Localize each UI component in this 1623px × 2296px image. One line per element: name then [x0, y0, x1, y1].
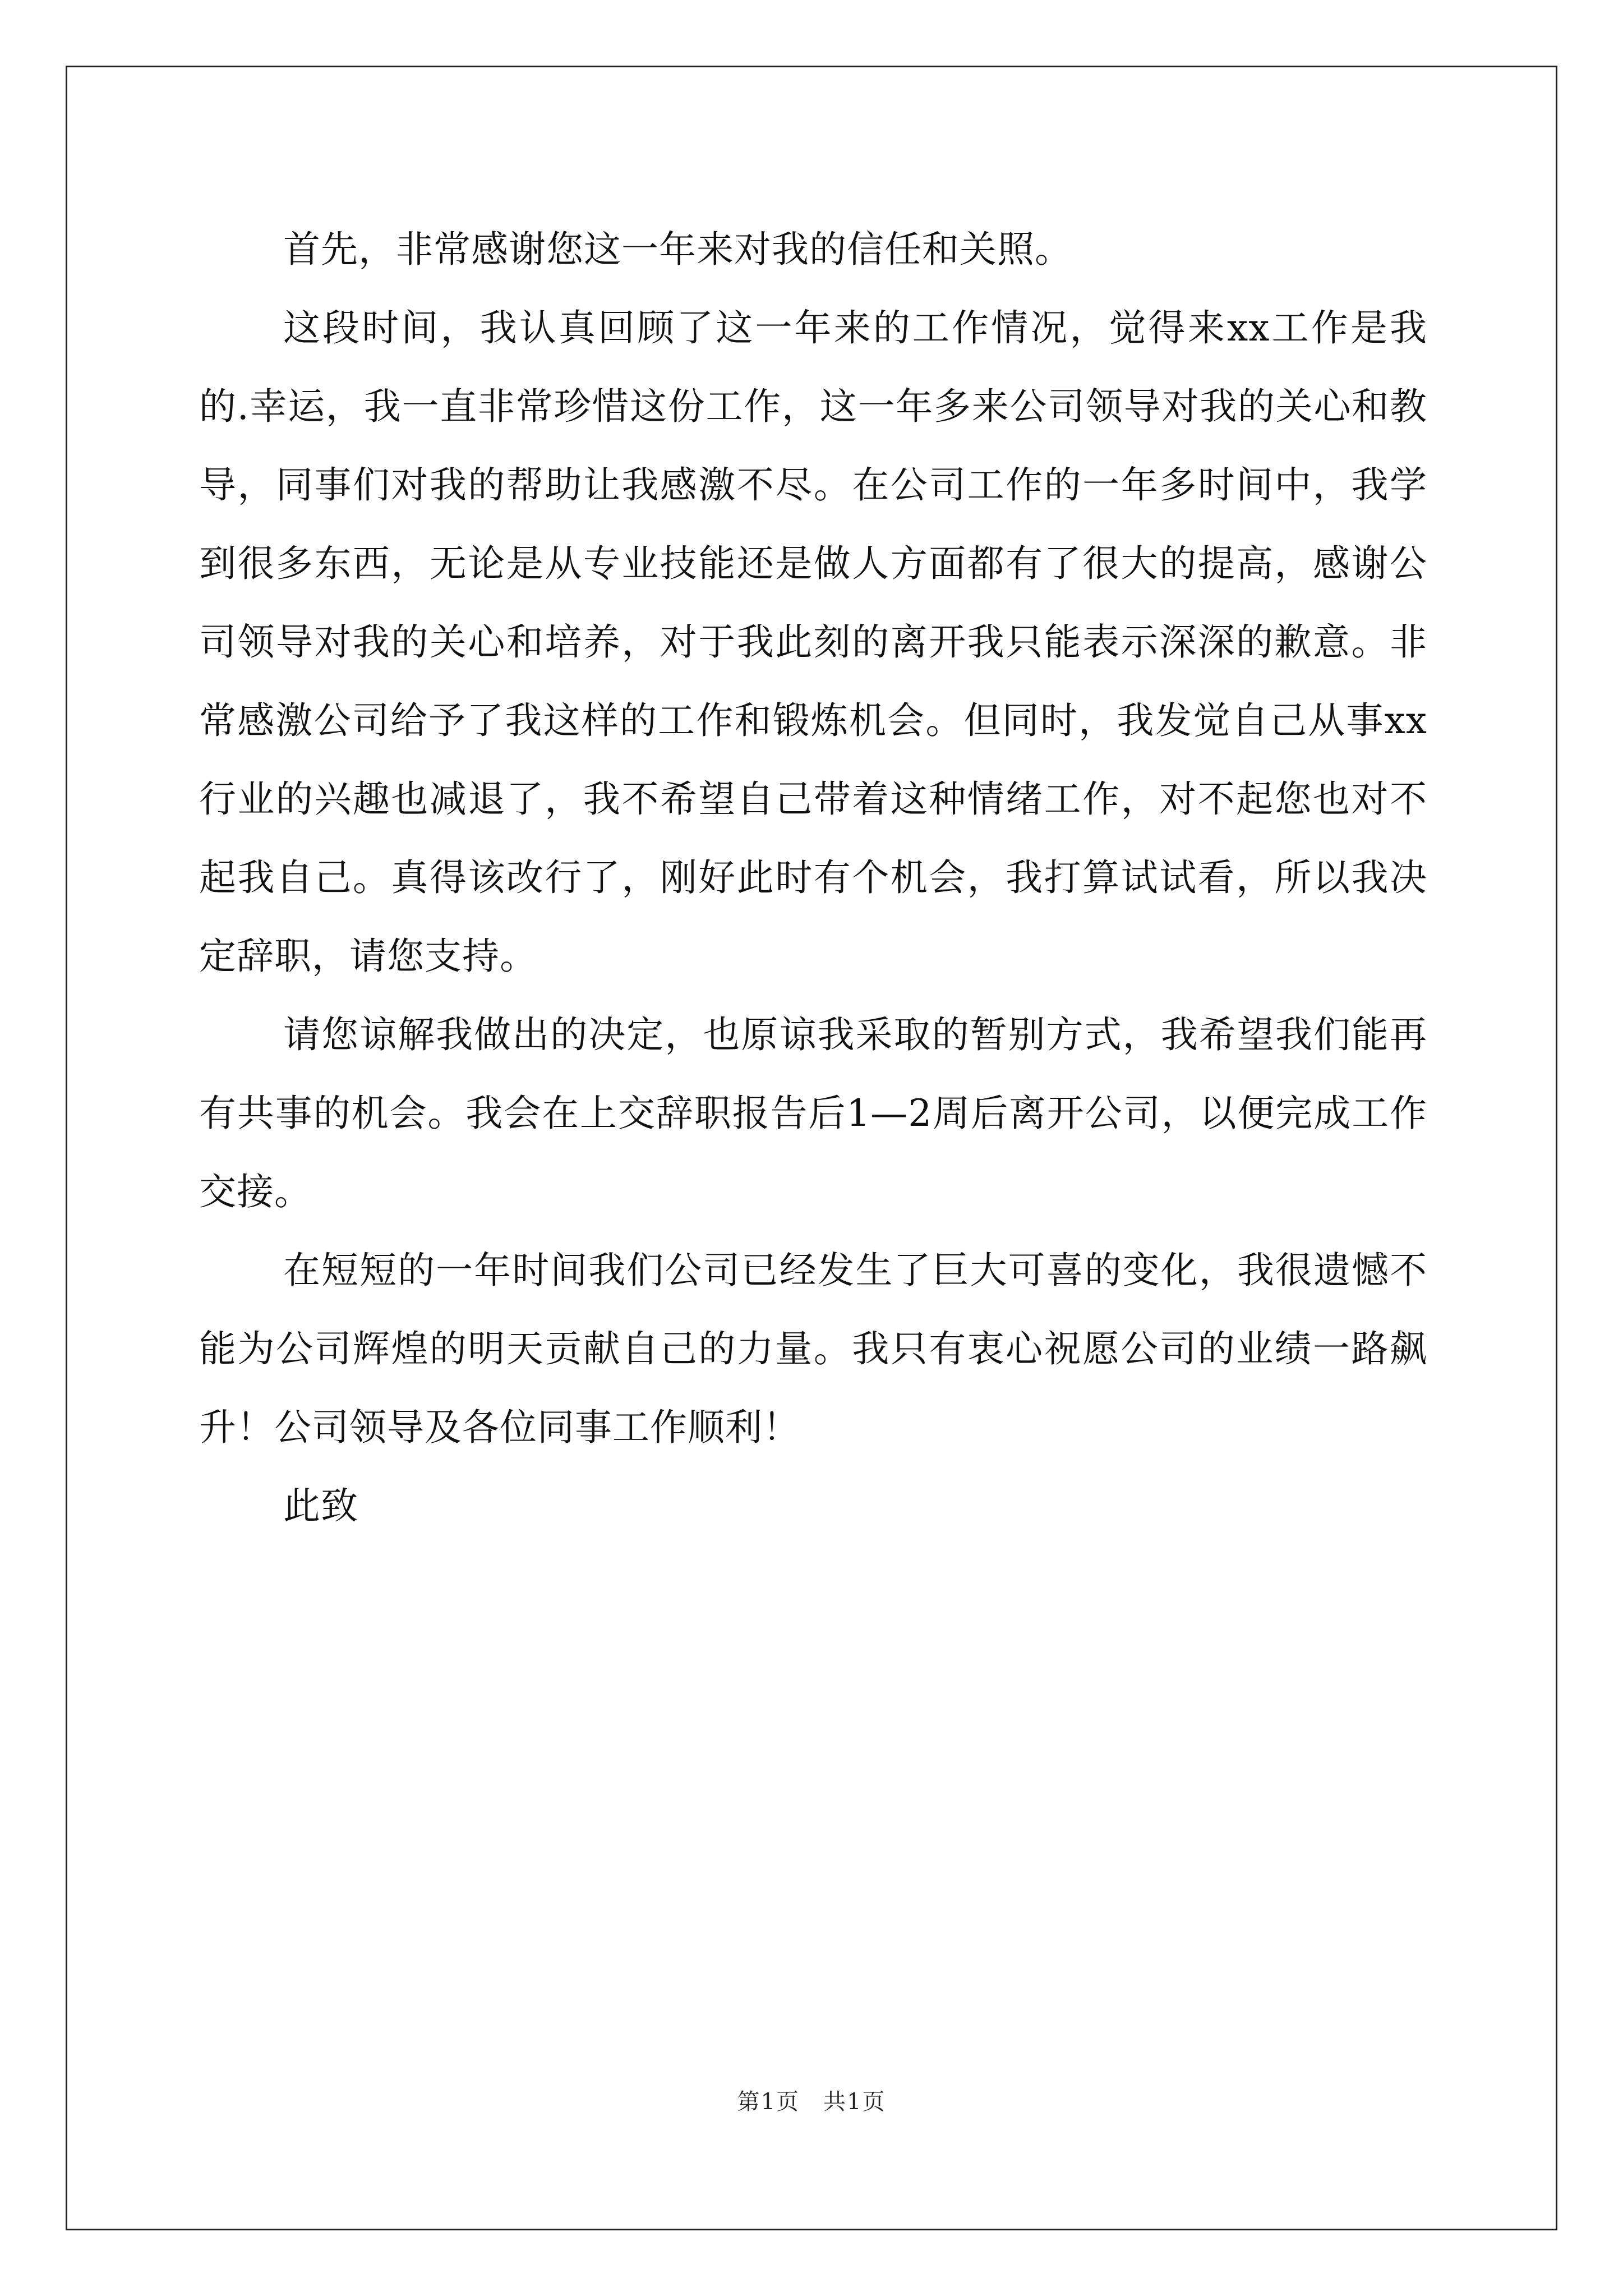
- page-number-footer: 第1页 共1页: [737, 2089, 886, 2115]
- paragraph-understanding: 请您谅解我做出的决定，也原谅我采取的暂别方式，我希望我们能再有共事的机会。我会在上交辞职报告后1—2周后离开公司，以便完成工作交接。: [199, 1013, 1427, 1213]
- paragraph-reflection: 这段时间，我认真回顾了这一年来的工作情况，觉得来xx工作是我的.幸运，我一直非常珍惜这份工作，这一年多来公司领导对我的关心和教导，同事们对我的帮助让我感激不尽。在公司工作的一年多时间中，我学到很多东西，无论是从专业技能还是做人方面都有了很大的提高，感谢公司领导对我的关心和培养，对于我此刻的离开我只能表示深深的歉意。非常感激公司给予了我这样的工作和锻炼机会。但同时，我发觉自己从事xx行业的兴趣也减退了，我不希望自己带着这种情绪工作，对不起您也对不起我自己。真得该改行了，刚好此时有个机会，我打算试试看，所以我决定辞职，请您支持。: [199, 306, 1427, 978]
- letter-body: [199, 210, 1427, 1545]
- paragraph-gratitude: 首先，非常感谢您这一年来对我的信任和关照。: [283, 228, 1072, 271]
- paragraph-closing: 此致: [283, 1484, 358, 1527]
- paragraph-wishes: 在短短的一年时间我们公司已经发生了巨大可喜的变化，我很遗憾不能为公司辉煌的明天贡献自己的力量。我只有衷心祝愿公司的业绩一路飙升！公司领导及各位同事工作顺利！: [199, 1249, 1427, 1449]
